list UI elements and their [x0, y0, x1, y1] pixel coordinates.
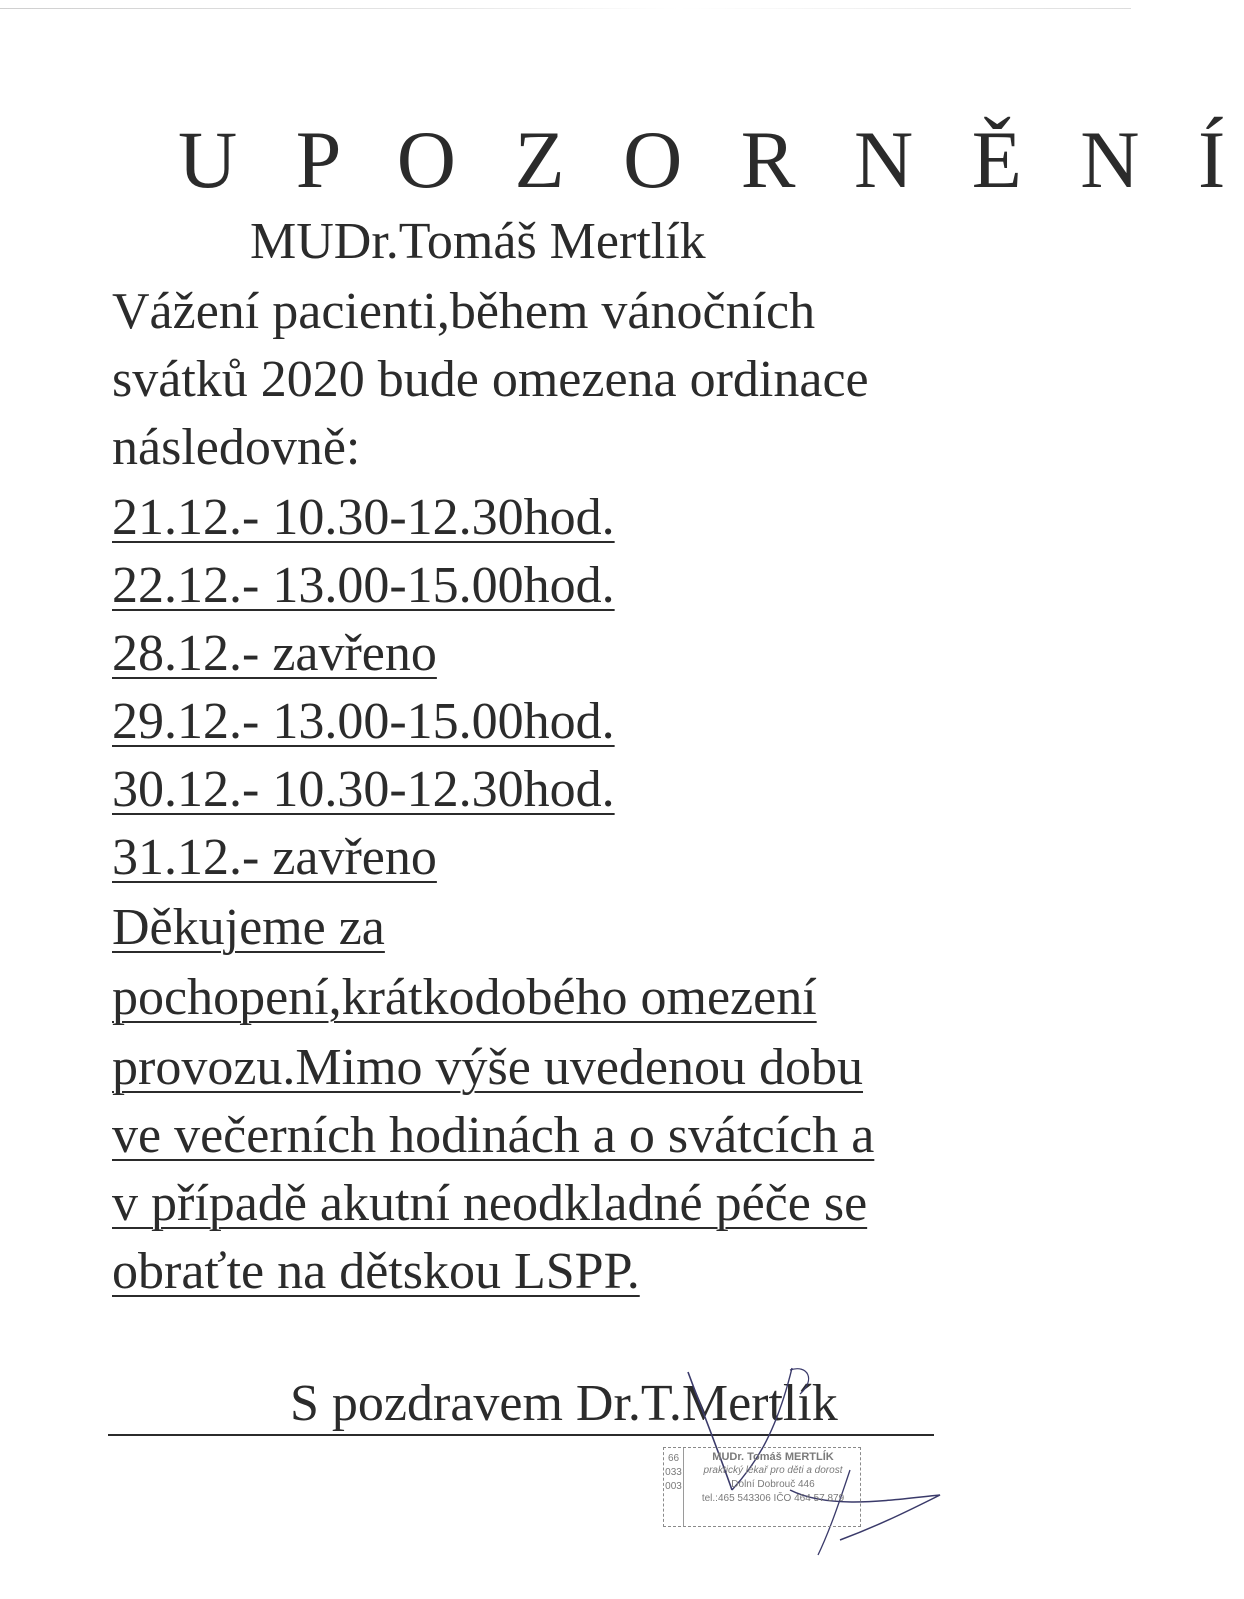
- stamp-address: Dolní Dobrouč 446: [731, 1479, 815, 1490]
- intro-line-3: následovně:: [112, 419, 361, 476]
- stamp-contact: tel.:465 543306 IČO 464 57 879: [701, 1493, 845, 1504]
- schedule-line-6: 31.12.- zavřeno: [112, 829, 437, 886]
- notice-title: U P O Z O R N Ě N Í: [178, 114, 1244, 205]
- stamp-doctor-name: MUDr. Tomáš MERTLÍK: [712, 1451, 834, 1463]
- doctor-stamp: [663, 1447, 861, 1527]
- closing-line-1: Děkujeme za: [112, 899, 385, 956]
- closing-line-4: ve večerních hodinách a o svátcích a: [112, 1107, 875, 1164]
- intro-line-1: Vážení pacienti,během vánočních: [112, 283, 816, 340]
- stamp-code: 033: [665, 1467, 682, 1478]
- closing-line-5: v případě akutní neodkladné péče se: [112, 1175, 868, 1232]
- schedule-line-4: 29.12.- 13.00-15.00hod.: [112, 693, 615, 750]
- schedule-line-3: 28.12.- zavřeno: [112, 625, 437, 682]
- schedule-line-5: 30.12.- 10.30-12.30hod.: [112, 761, 615, 818]
- stamp-subtitle: praktický lékař pro děti a dorost: [703, 1465, 843, 1476]
- closing-line-2: pochopení,krátkodobého omezení: [112, 969, 817, 1026]
- closing-line-3: provozu.Mimo výše uvedenou dobu: [112, 1039, 864, 1096]
- intro-line-2: svátků 2020 bude omezena ordinace: [112, 351, 869, 408]
- scan-edge-line: [0, 8, 1131, 9]
- closing-line-6: obraťte na dětskou LSPP.: [112, 1243, 640, 1300]
- stamp-code: 66: [667, 1453, 680, 1464]
- signoff-text: S pozdravem Dr.T.Mertlík: [290, 1375, 838, 1432]
- stamp-code: 003: [665, 1481, 682, 1492]
- stamp-codes: [664, 1448, 684, 1526]
- schedule-line-2: 22.12.- 13.00-15.00hod.: [112, 557, 615, 614]
- doctor-name: MUDr.Tomáš Mertlík: [250, 213, 706, 270]
- schedule-line-1: 21.12.- 10.30-12.30hod.: [112, 489, 615, 546]
- stamp-details: [688, 1450, 858, 1506]
